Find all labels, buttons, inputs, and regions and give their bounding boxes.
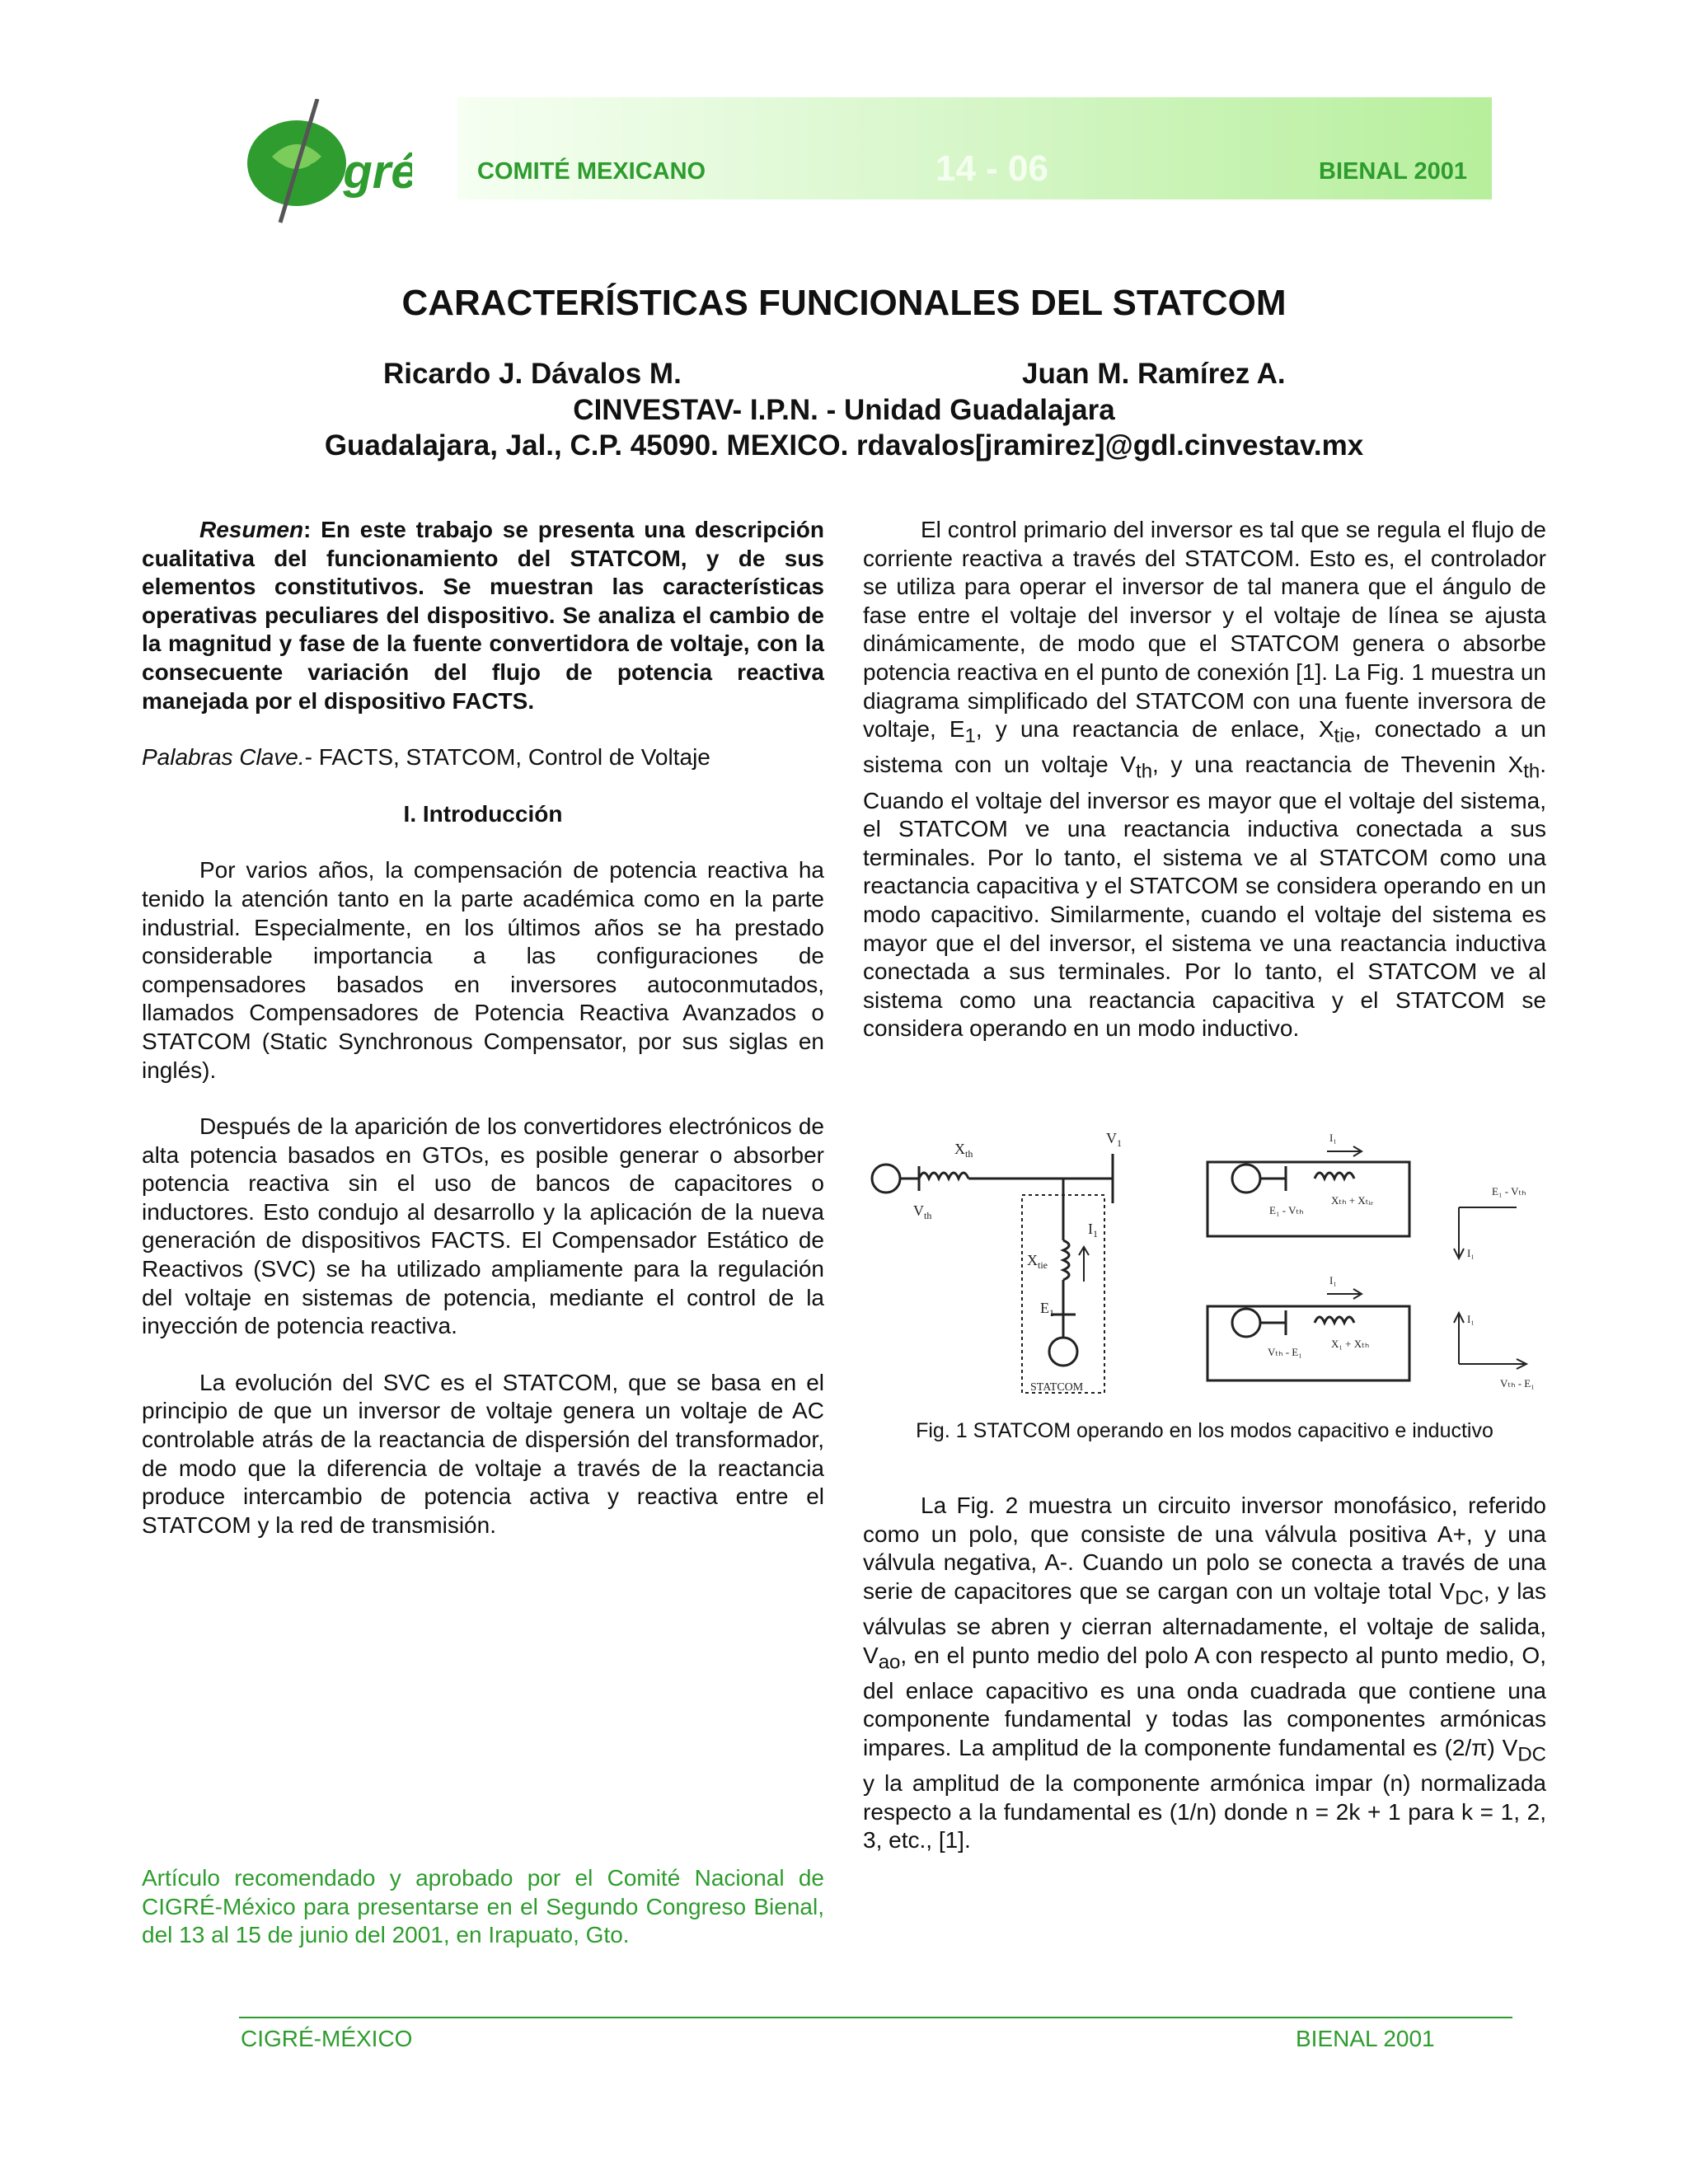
svg-text:Vth: $V_{th}$ xyxy=(913,1202,932,1221)
svg-text:Xtie: $X_{tie}$ xyxy=(1027,1252,1048,1271)
intro-paragraph-2: Después de la aparición de los convertidores electrónicos de alta potencia basados en GTOs, es posible generar o absorber potencia reactiva sin el uso de bancos de capacitores o inductores. Esto condujo al desarrollo y la aplicación de la nueva generación de dispositivos FACTS. El Compensador Estático de Reactivos (SVC) se ha utilizado ampliamente para la regulación del voltaje en sistemas de potencia, mediante el control de la inyección de potencia reactiva. xyxy=(142,1113,824,1339)
cigre-logo xyxy=(239,99,412,231)
svg-text:Xₜₕ + Xₜᵢₑ: Xₜₕ + Xₜᵢₑ xyxy=(1331,1194,1373,1207)
svg-text:Vₜₕ - E₁: Vₜₕ - E₁ xyxy=(1500,1377,1535,1390)
affiliation: CINVESTAV- I.P.N. - Unidad Guadalajara xyxy=(573,394,1115,426)
intro-paragraph-3: La evolución del SVC es el STATCOM, que se basa en el principio de que un inversor de voltaje genera un voltaje de AC controlable atrás de la reactancia de dispersión del transformador, de modo que la diferencia de voltaje a través de la reactancia produce intercambio de potencia activa y reactiva entre el STATCOM y la red de transmisión. xyxy=(142,1369,824,1538)
footer-left: CIGRÉ-MÉXICO xyxy=(241,2026,413,2051)
svg-text:V1: $V_1$ xyxy=(1106,1130,1122,1149)
footer-right: BIENAL 2001 xyxy=(1296,2026,1435,2051)
svg-text:E₁ - Vₜₕ: E₁ - Vₜₕ xyxy=(1492,1185,1526,1197)
svg-text:X₁ + Xₜₕ: X₁ + Xₜₕ xyxy=(1331,1338,1370,1350)
address: Guadalajara, Jal., C.P. 45090. MEXICO. rdavalos[jramirez]@gdl.cinvestav.mx xyxy=(324,429,1364,462)
svg-text:E1: $E_1$ xyxy=(1040,1300,1054,1319)
left-column xyxy=(142,516,824,1540)
svg-text:E₁ - Vₜₕ: E₁ - Vₜₕ xyxy=(1269,1204,1304,1216)
keywords xyxy=(142,743,824,772)
svg-text:I₁: I₁ xyxy=(1329,1274,1337,1286)
right-paragraph-1: El control primario del inversor es tal que se regula el flujo de corriente reactiva a través del STATCOM. Esto es, el controlador se utiliza para operar el inversor de tal manera que el ángulo de fase entre el voltaje del inversor y el voltaje de línea se ajusta dinámicamente, de modo que el STATCOM genera o absorbe potencia reactiva en el punto de conexión [1]. La Fig. 1 muestra un diagrama simplificado del STATCOM con una fuente inversora de voltaje, $E_1$, y una reactancia de enlace, $X_{tie}$, conectado a un sistema con un voltaje $V_{th}$, y una reactancia de Thevenin $X_{th}$. Cuando el voltaje del inversor es mayor que el voltaje del sistema, el STATCOM ve una reactancia inductiva conectada a sus terminales. Por lo tanto, el sistema ve al STATCOM como una reactancia capacitiva y el STATCOM se considera operando en un modo capacitivo. Similarmente, cuando el voltaje del sistema es mayor que el del inversor, el sistema ve una reactancia inductiva conectada a sus terminales. Por lo tanto, el STATCOM ve al sistema como una reactancia capacitiva y el STATCOM se considera operando en un modo inductivo. xyxy=(863,517,1546,1042)
keywords-text: - FACTS, STATCOM, Control de Voltaje xyxy=(304,744,710,771)
statcom-schematic xyxy=(872,1154,1113,1393)
svg-text:Vₜₕ - E₁: Vₜₕ - E₁ xyxy=(1268,1346,1302,1358)
abstract-text: : En este trabajo se presenta una descripción cualitativa del funcionamiento del STATCOM, y de sus elementos constitutivos. Se muestran las características operativas peculiares del dispositivo. Se analiza el cambio de la magnitud y fase de la fuente convertidora de voltaje, con la consecuente variación del flujo de potencia reactiva manejada por el dispositivo FACTS. xyxy=(142,517,824,714)
abstract xyxy=(142,516,824,715)
svg-text:Xth: $X_{th}$ xyxy=(954,1141,973,1160)
committee-label: COMITÉ MEXICANO xyxy=(477,158,706,185)
statcom-label: STATCOM xyxy=(1030,1381,1084,1394)
paper-code: 14 - 06 xyxy=(935,148,1048,189)
figure-1 xyxy=(865,1117,1550,1401)
svg-text:I₁: I₁ xyxy=(1467,1247,1475,1259)
right-paragraph-2: La Fig. 2 muestra un circuito inversor monofásico, referido como un polo, que consiste de una válvula positiva A+, y una válvula negativa, A-. Cuando un polo se conecta a través de una serie de capacitores que se cargan con un voltaje total $V_{DC}$, y las válvulas se abren y cierran alternadamente, el voltaje de salida, $V_{ao}$, en el punto medio del polo A con respecto al punto medio, O, del enlace capacitivo es una onda cuadrada que contiene una componente fundamental y todas las componentes armónicas impares. La amplitud de la componente fundamental es (2/π) $V_{DC}$ y la amplitud de la componente armónica impar (n) normalizada respecto a la fundamental es (1/n) donde n = 2k + 1 para k = 1, 2, 3, etc., [1]. xyxy=(863,1493,1546,1854)
inductive-circuit xyxy=(1207,1289,1526,1380)
author-1: Ricardo J. Dávalos M. xyxy=(383,358,682,390)
svg-text:I₁: I₁ xyxy=(1329,1132,1337,1144)
footer-rule xyxy=(239,2017,1512,2018)
intro-paragraph-1: Por varios años, la compensación de potencia reactiva ha tenido la atención tanto en la parte académica como en la parte industrial. Especialmente, en los últimos años se ha prestado considerable importancia a las configuraciones de compensadores basados en inversores autoconmutados, llamados Compensadores de Potencia Reactiva Avanzados o STATCOM (Static Synchronous Compensator, por sus siglas en inglés). xyxy=(142,857,824,1083)
biennial-label: BIENAL 2001 xyxy=(1319,158,1467,185)
figure-1-caption: Fig. 1 STATCOM operando en los modos capacitivo e inductivo xyxy=(916,1419,1493,1442)
section-heading: I. Introducción xyxy=(403,800,563,827)
author-2: Juan M. Ramírez A. xyxy=(1022,358,1286,390)
svg-text:I₁: I₁ xyxy=(1467,1313,1475,1325)
svg-text:I1: $I_1$ xyxy=(1088,1221,1098,1240)
recommendation-note: Artículo recomendado y aprobado por el Comité Nacional de CIGRÉ-México para presentarse en el Segundo Congreso Bienal, del 13 al 15 de junio del 2001, en Irapuato, Gto. xyxy=(142,1865,824,1948)
keywords-label: Palabras Clave. xyxy=(142,744,305,771)
logo-text: cigré xyxy=(303,145,412,199)
paper-title: CARACTERÍSTICAS FUNCIONALES DEL STATCOM xyxy=(401,283,1287,323)
header-banner xyxy=(457,97,1492,199)
abstract-label: Resumen xyxy=(199,517,304,542)
